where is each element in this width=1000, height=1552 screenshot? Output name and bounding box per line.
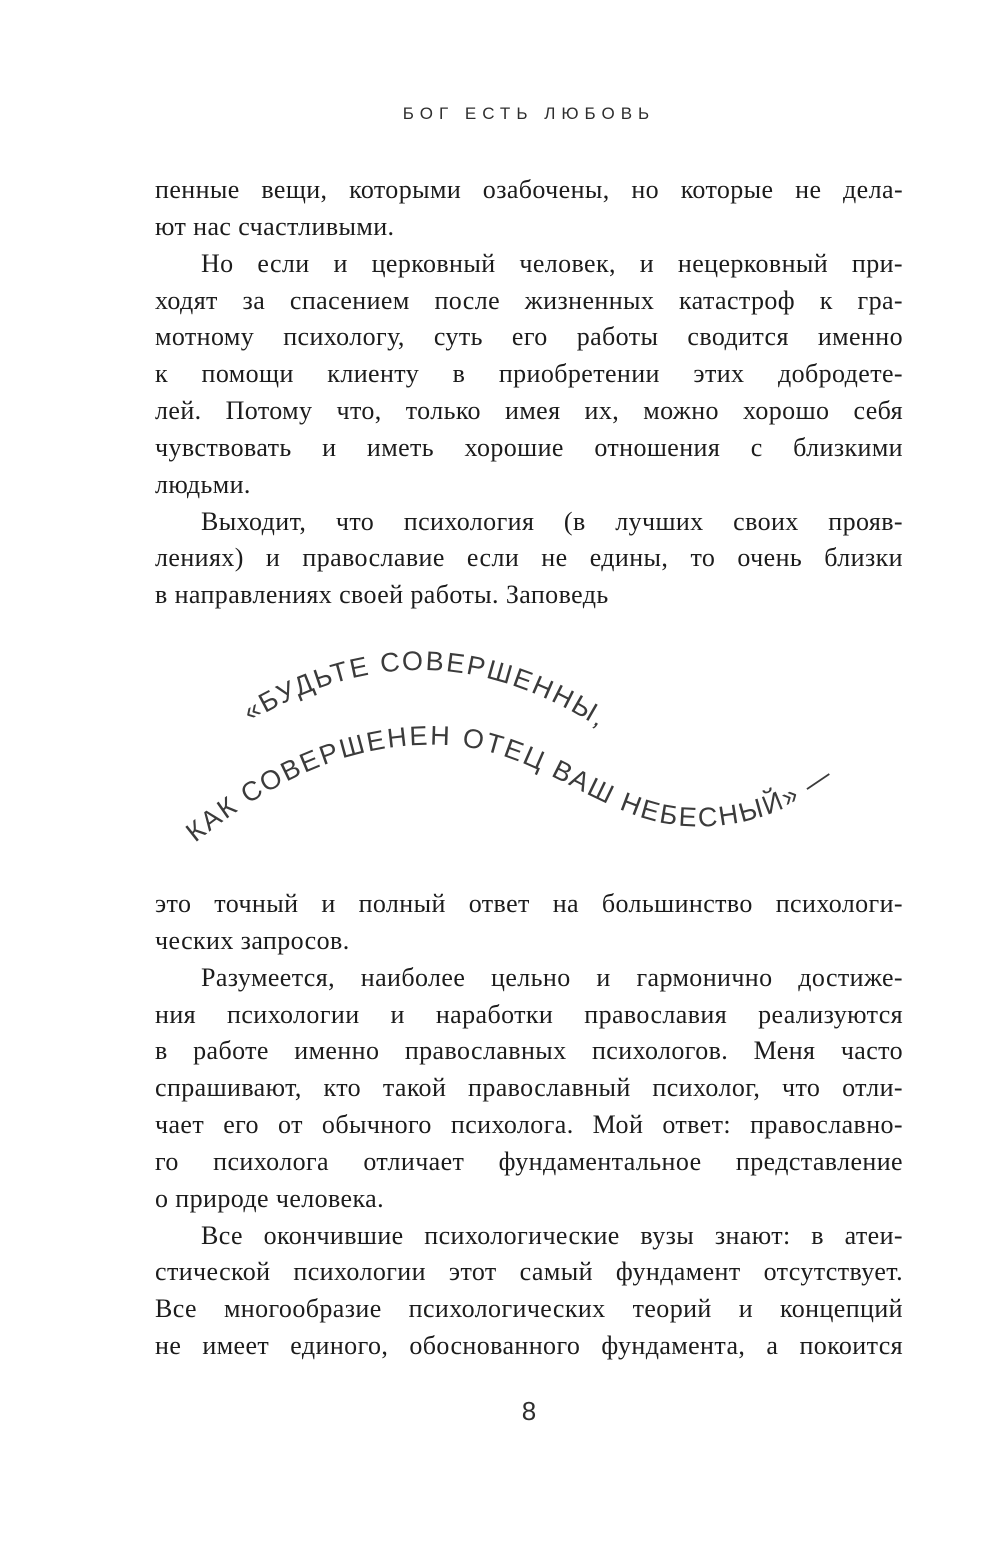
body-text-block-upper bbox=[155, 172, 903, 614]
text-line: Все многообразие психологических теорий и концепций bbox=[155, 1294, 903, 1324]
text-line: это точный и полный ответ на большинство психологи- bbox=[155, 889, 903, 918]
curved-quote-line-2: КАК СОВЕРШЕНЕН ОТЕЦ ВАШ НЕБЕСНЫЙ» — bbox=[180, 720, 839, 848]
text-line: лениях) и православие если не едины, то очень близки bbox=[155, 543, 903, 573]
text-line: Но если и церковный человек, и нецерковный при- bbox=[201, 248, 903, 278]
text-line: стической психологии этот самый фундамент отсутствует. bbox=[155, 1257, 903, 1287]
text-line: чувствовать и иметь хорошие отношения с близкими bbox=[155, 432, 903, 462]
text-line: ходят за спасением после жизненных катастроф к гра- bbox=[155, 285, 903, 315]
curved-quote bbox=[150, 628, 970, 888]
body-text-block-lower bbox=[155, 886, 903, 1365]
curved-quote-line-1: «БУДЬТЕ СОВЕРШЕННЫ, bbox=[237, 645, 614, 734]
text-line: ния психологии и наработки православия реализуются bbox=[155, 999, 903, 1029]
text-line: ют нас счастливыми. bbox=[155, 211, 395, 241]
text-line: чает его от обычного психолога. Мой ответ: православно- bbox=[155, 1110, 903, 1140]
text-line: мотному психологу, суть его работы сводится именно bbox=[155, 322, 903, 352]
running-title: БОГ ЕСТЬ ЛЮБОВЬ bbox=[402, 104, 656, 123]
text-line: спрашивают, кто такой православный психолог, что отли- bbox=[155, 1073, 903, 1103]
text-line: людьми. bbox=[155, 469, 251, 499]
text-line: не имеет единого, обоснованного фундамента, а покоится bbox=[155, 1331, 903, 1361]
text-line: к помощи клиенту в приобретении этих добродете- bbox=[155, 359, 903, 389]
page-number: 8 bbox=[521, 1396, 537, 1426]
text-line: ческих запросов. bbox=[155, 925, 350, 955]
text-line: го психолога отличает фундаментальное представление bbox=[155, 1146, 903, 1176]
text-line: Выходит, что психология (в лучших своих прояв- bbox=[201, 506, 903, 536]
text-line: в направлениях своей работы. Заповедь bbox=[155, 580, 609, 610]
text-line: Все окончившие психологические вузы знают: в атеи- bbox=[201, 1220, 903, 1250]
text-line: о природе человека. bbox=[155, 1183, 384, 1213]
curved-quote-svg bbox=[150, 628, 970, 888]
text-line: в работе именно православных психологов. Меня часто bbox=[155, 1036, 903, 1066]
text-line: пенные вещи, которыми озабочены, но которые не дела- bbox=[155, 175, 903, 204]
text-line: Разумеется, наиболее цельно и гармонично достиже- bbox=[201, 962, 903, 992]
text-line: лей. Потому что, только имея их, можно хорошо себя bbox=[155, 396, 903, 426]
